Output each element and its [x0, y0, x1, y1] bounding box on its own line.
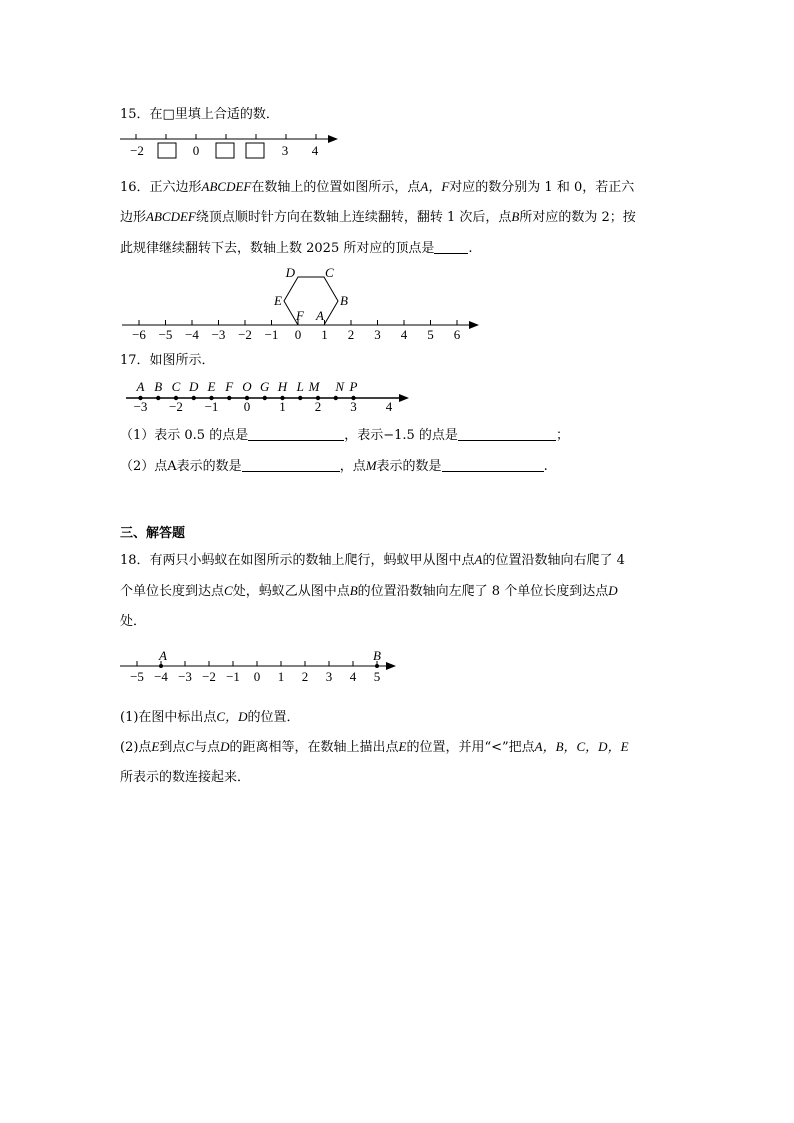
- q16-tick-label: −4: [185, 327, 199, 342]
- q17-point-label: F: [225, 379, 234, 394]
- q16-line-2: 边形ABCDEF绕顶点顺时针方向在数轴上连续翻转，翻转 1 次后，点B所对应的数为 2；按: [120, 209, 636, 225]
- q15-text: 15．在□里填上合适的数．: [120, 107, 279, 122]
- q15-tick-label: 3: [281, 143, 289, 158]
- q15-tick-label: 0: [192, 143, 200, 158]
- q17-point-label: A: [136, 379, 145, 394]
- q16-tick-label: −1: [264, 327, 279, 342]
- q16-line-1: 16．正六边形ABCDEF在数轴上的位置如图所示，点A，F对应的数分别为 1 和 0，若正六: [120, 179, 635, 195]
- q16-tick-label: 2: [347, 327, 355, 342]
- q18-line-2: 个单位长度到达点C处，蚂蚁乙从图中点B的位置沿数轴向左爬了 8 个单位长度到达点D: [120, 583, 618, 599]
- q16-tick-label: 0: [294, 327, 302, 342]
- q17-sub-2: （2）点A表示的数是 ，点M表示的数是 .: [120, 458, 548, 474]
- q16-vertex-F: F: [296, 308, 304, 323]
- q16-tick-label: −3: [211, 327, 226, 342]
- q16-vertex-B: B: [340, 293, 348, 308]
- q16-tick-label: 1: [321, 327, 328, 342]
- q18-part-1: (1)在图中标出点C，D的位置．: [120, 709, 300, 725]
- q17-tick-label: 2: [314, 399, 322, 414]
- q18-tick-label: −3: [178, 669, 192, 684]
- q17-point-label: P: [349, 379, 358, 394]
- q17-point-label: L: [296, 379, 304, 394]
- q18-tick-label: 5: [373, 669, 381, 684]
- q18-tick-label: −1: [226, 669, 240, 684]
- q18-line-1: 18．有两只小蚂蚁在如图所示的数轴上爬行，蚂蚁甲从图中点A的位置沿数轴向右爬了 4: [120, 552, 625, 568]
- q15-tick-label: 4: [311, 143, 319, 158]
- q16-tick-label: −5: [158, 327, 173, 342]
- q15-tick-label: −2: [130, 143, 144, 158]
- q16-tick-label: 6: [453, 327, 461, 342]
- q18-point-A: [159, 664, 163, 668]
- q16-line-3: 此规律继续翻转下去，数轴上数 2025 所对应的顶点是 .: [120, 241, 473, 256]
- q16-vertex-D: D: [285, 265, 295, 280]
- section-heading: 三、解答题: [120, 526, 186, 541]
- q17-tick-label: 1: [279, 399, 286, 414]
- q18-part-2-cont: 所表示的数连接起来．: [120, 770, 251, 785]
- q18-tick-label: 4: [349, 669, 357, 684]
- q18-point-B: [375, 664, 379, 668]
- q18-tick-label: 2: [301, 669, 309, 684]
- q18-tick-label: 0: [253, 669, 261, 684]
- q17-point-label: C: [171, 379, 181, 394]
- q17-point-label: N: [335, 379, 345, 394]
- q18-tick-label: −2: [202, 669, 216, 684]
- q18-tick-label: 1: [277, 669, 285, 684]
- q18-tick-label: −5: [130, 669, 144, 684]
- q17-tick-label: −1: [204, 399, 219, 414]
- q18-line-3: 处．: [120, 614, 147, 629]
- q16-vertex-A: A: [316, 308, 324, 323]
- q18-tick-label: 3: [325, 669, 333, 684]
- q16-tick-label: 3: [374, 327, 381, 342]
- q18-label-A: A: [159, 648, 167, 663]
- q18-label-B: B: [373, 648, 381, 663]
- q17-tick-label: 0: [243, 399, 251, 414]
- q16-tick-label: 4: [400, 327, 408, 342]
- q17-title: 17．如图所示．: [120, 353, 215, 368]
- q17-point-label: O: [242, 379, 252, 394]
- q17-tick-label: −2: [169, 399, 183, 414]
- q17-tick-label: 4: [385, 399, 393, 414]
- q17-tick-label: −3: [133, 399, 148, 414]
- q17-point-label: H: [277, 379, 288, 394]
- q16-tick-label: −6: [132, 327, 146, 342]
- q16-tick-label: 5: [427, 327, 434, 342]
- q18-part-2: (2)点E到点C与点D的距离相等，在数轴上描出点E的位置，并用“<”把点A，B，C，D，E: [120, 739, 629, 755]
- q17-tick-label: 3: [350, 399, 357, 414]
- q16-vertex-E: E: [274, 293, 282, 308]
- q18-tick-label: −4: [154, 669, 168, 684]
- q17-point-label: G: [260, 379, 270, 394]
- q17-point-label: E: [207, 379, 216, 394]
- q17-point-label: M: [308, 379, 320, 394]
- q17-point-label: D: [189, 379, 199, 394]
- q17-sub-1: （1）表示 0.5 的点是 ，表示−1.5 的点是 ；: [120, 428, 569, 443]
- q16-vertex-C: C: [325, 265, 334, 280]
- q16-tick-label: −2: [238, 327, 252, 342]
- q17-point-label: B: [154, 379, 163, 394]
